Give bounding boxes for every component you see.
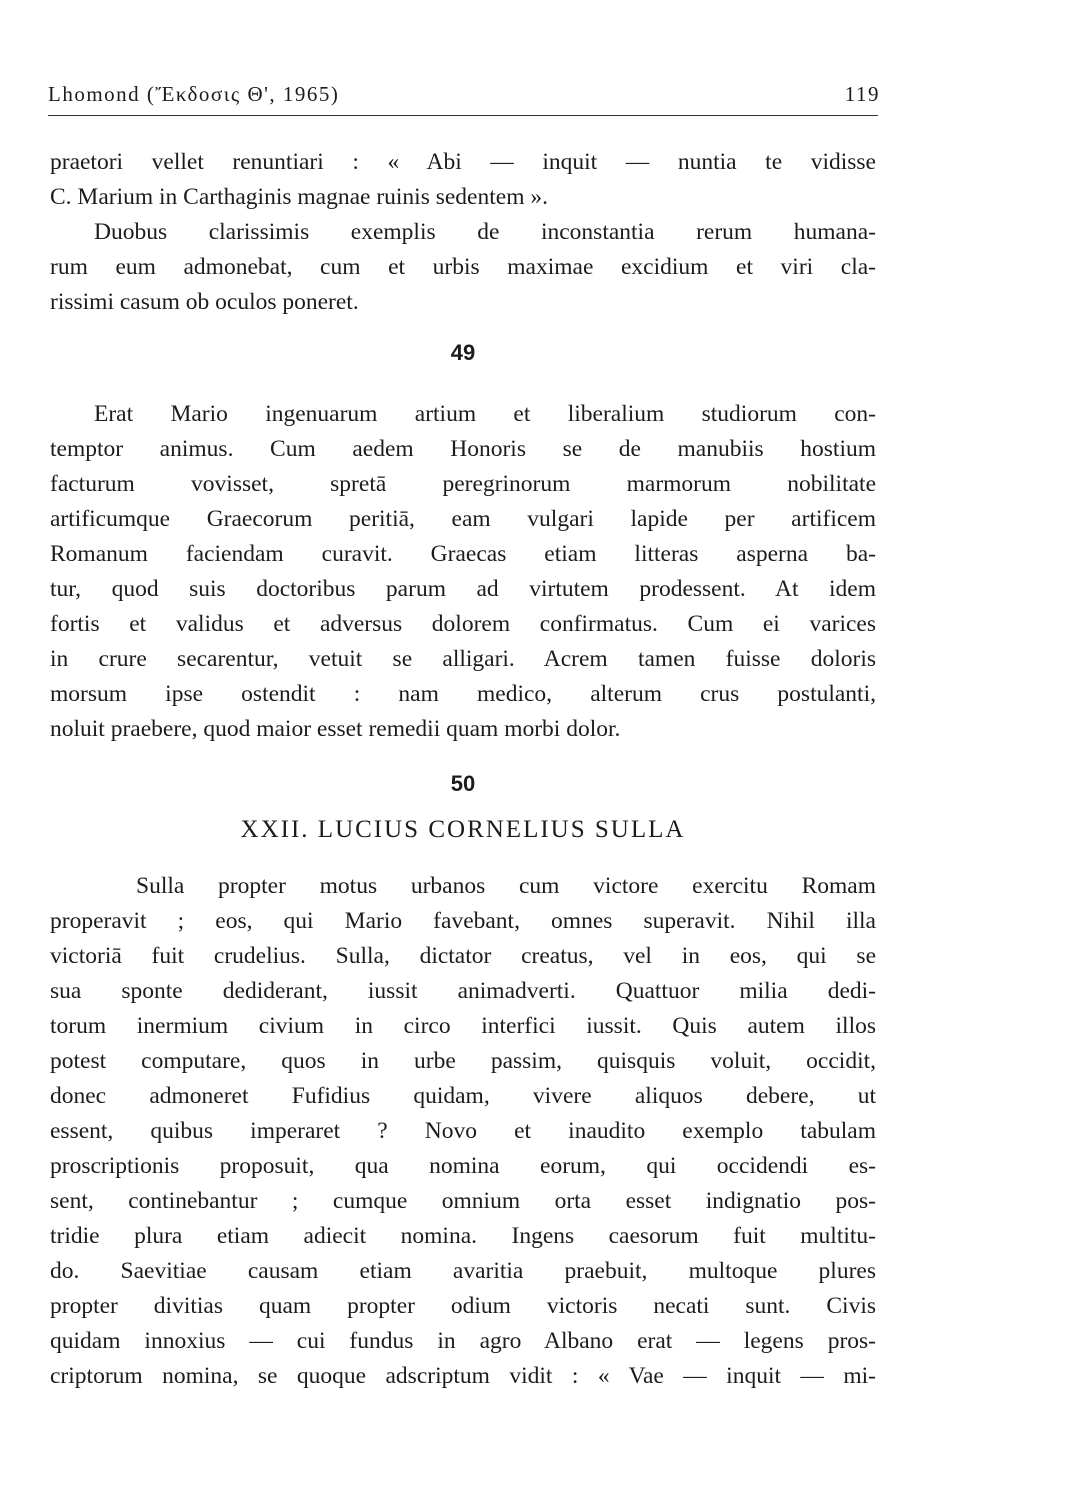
text-line: potest computare, quos in urbe passim, quisquis voluit, occidit,: [50, 1048, 876, 1074]
page-number: 119: [844, 82, 880, 106]
text-line: morsum ipse ostendit : nam medico, alterum crus postulanti,: [50, 681, 876, 707]
text-line: Duobus clarissimis exemplis de inconstantia rerum humana-: [94, 219, 876, 245]
text-line: sua sponte dediderant, iussit animadverti. Quattuor milia dedi-: [50, 978, 876, 1004]
text-line: tridie plura etiam adiecit nomina. Ingens caesorum fuit multitu-: [50, 1223, 876, 1249]
section-number-49: 49: [450, 340, 476, 365]
text-line: torum inermium civium in circo interfici iussit. Quis autem illos: [50, 1013, 876, 1039]
text-line: criptorum nomina, se quoque adscriptum vidit : « Vae — inquit — mi-: [50, 1363, 876, 1389]
text-line: Romanum faciendam curavit. Graecas etiam litteras asperna ba-: [50, 541, 876, 567]
text-line: temptor animus. Cum aedem Honoris se de manubiis hostium: [50, 436, 876, 462]
text-line: tur, quod suis doctoribus parum ad virtutem prodessent. At idem: [50, 576, 876, 602]
text-line: Erat Mario ingenuarum artium et liberalium studiorum con-: [94, 401, 876, 427]
text-line: noluit praebere, quod maior esset remedii quam morbi dolor.: [50, 716, 621, 742]
text-line: facturum vovisset, spretā peregrinorum marmorum nobilitate: [50, 471, 876, 497]
chapter-title: XXII. LUCIUS CORNELIUS SULLA: [240, 816, 686, 843]
text-line: victoriā fuit crudelius. Sulla, dictator creatus, vel in eos, qui se: [50, 943, 876, 969]
section-49-paragraph: [50, 397, 876, 747]
text-line: quidam innoxius — cui fundus in agro Albano erat — legens pros-: [50, 1328, 876, 1354]
text-line: propter divitias quam propter odium victoris necati sunt. Civis: [50, 1293, 876, 1319]
header-rule: [48, 115, 878, 116]
intro-paragraph: [50, 145, 876, 320]
text-line: artificumque Graecorum peritiā, eam vulgari lapide per artificem: [50, 506, 876, 532]
running-title: Lhomond (Ἔκδοσις Θ', 1965): [48, 82, 340, 106]
text-line: sent, continebantur ; cumque omnium orta esset indignatio pos-: [50, 1188, 876, 1214]
text-line: essent, quibus imperaret ? Novo et inaudito exemplo tabulam: [50, 1118, 876, 1144]
text-line: proscriptionis proposuit, qua nomina eorum, qui occidendi es-: [50, 1153, 876, 1179]
text-line: C. Marium in Carthaginis magnae ruinis sedentem ».: [50, 184, 548, 210]
running-header: [48, 78, 880, 112]
text-line: do. Saevitiae causam etiam avaritia praebuit, multoque plures: [50, 1258, 876, 1284]
text-line: fortis et validus et adversus dolorem confirmatus. Cum ei varices: [50, 611, 876, 637]
section-number-50: 50: [450, 771, 476, 796]
text-line: rissimi casum ob oculos poneret.: [50, 289, 359, 315]
text-line: properavit ; eos, qui Mario favebant, omnes superavit. Nihil illa: [50, 908, 876, 934]
text-line: Sulla propter motus urbanos cum victore exercitu Romam: [136, 873, 876, 899]
text-line: donec admoneret Fufidius quidam, vivere aliquos debere, ut: [50, 1083, 876, 1109]
text-line: rum eum admonebat, cum et urbis maximae excidium et viri cla-: [50, 254, 876, 280]
text-line: praetori vellet renuntiari : « Abi — inquit — nuntia te vidisse: [50, 149, 876, 175]
text-line: in crure secarentur, vetuit se alligari. Acrem tamen fuisse doloris: [50, 646, 876, 672]
section-50-paragraph: [50, 869, 876, 1394]
